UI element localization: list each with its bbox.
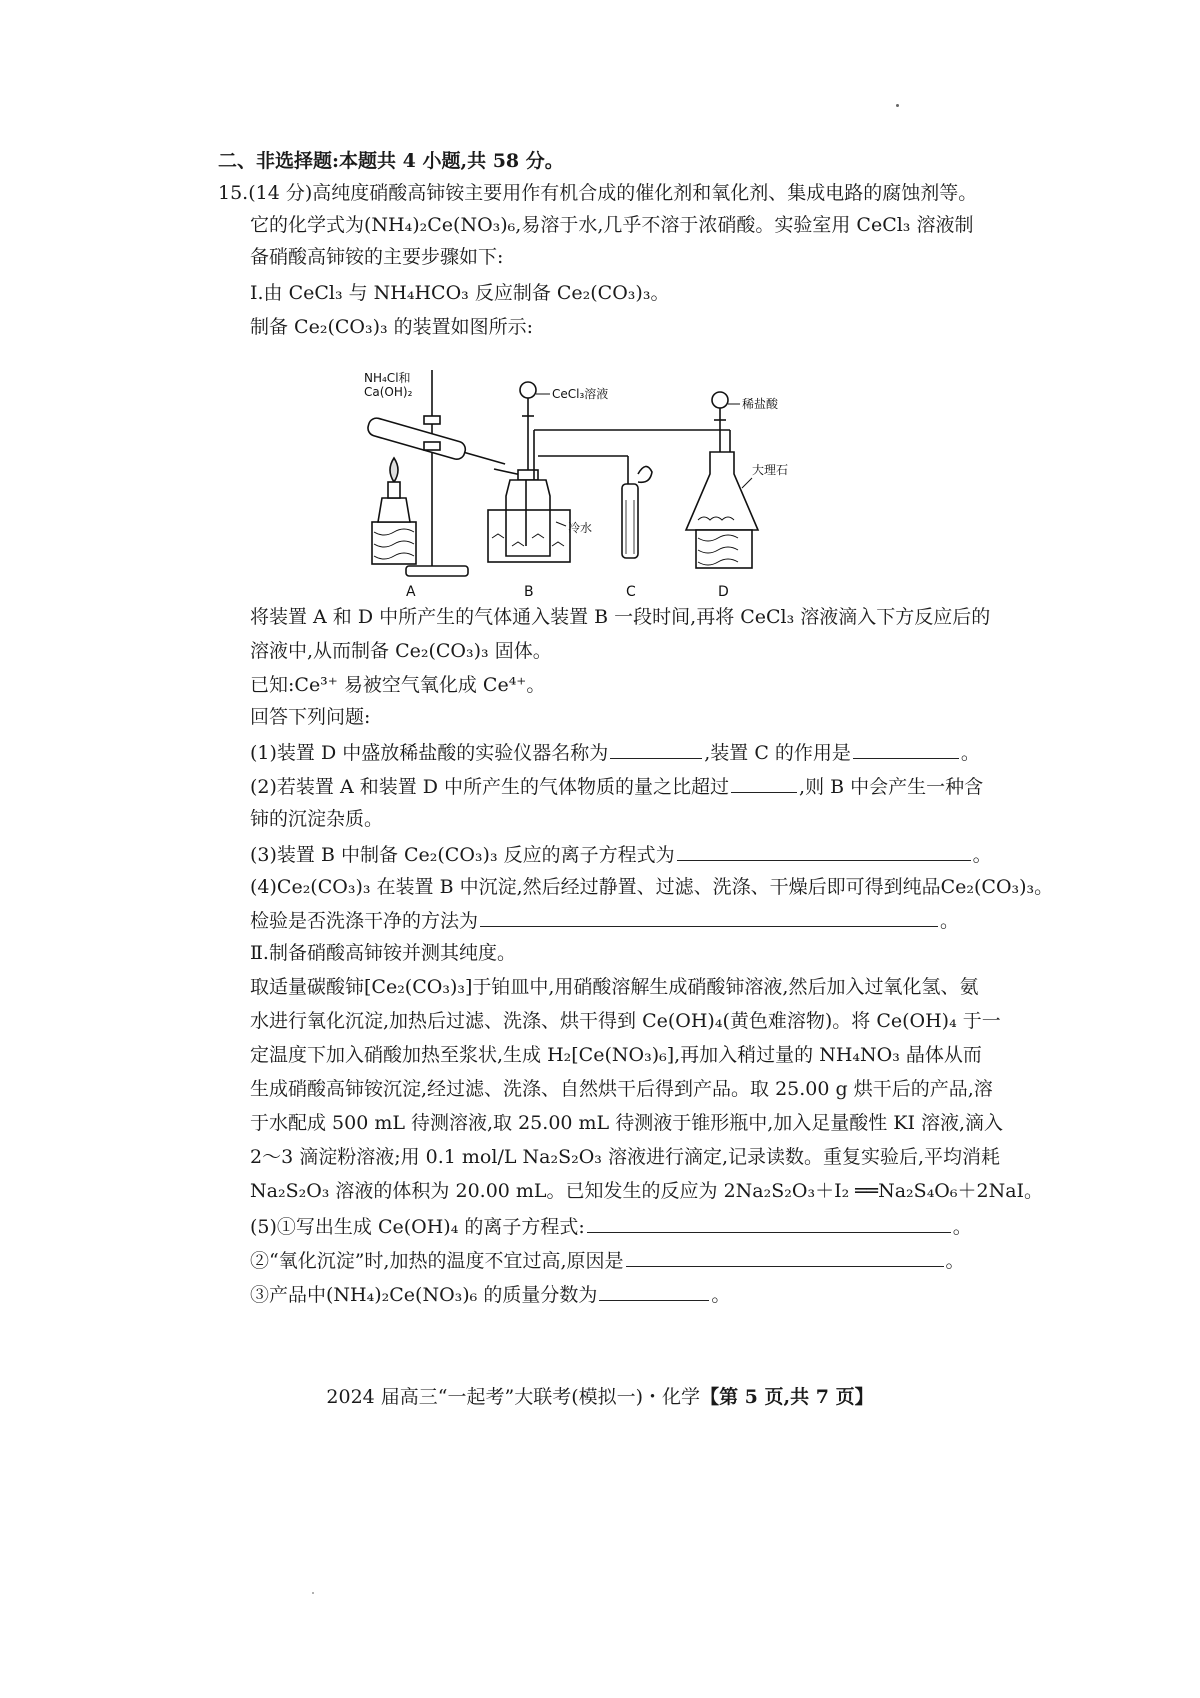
label-dilute-hcl: 稀盐酸 bbox=[742, 397, 779, 411]
sub4-end: 。 bbox=[940, 910, 960, 932]
answer-prompt: 回答下列问题: bbox=[250, 706, 371, 728]
label-b: B bbox=[524, 584, 534, 600]
sub5-3-text: ③产品中(NH₄)₂Ce(NO₃)₆ 的质量分数为 bbox=[250, 1284, 598, 1306]
footer-page-number: 【第 5 页,共 7 页】 bbox=[700, 1386, 874, 1408]
subquestion-5-1 bbox=[250, 1212, 972, 1240]
answer-blank-4[interactable] bbox=[480, 906, 938, 927]
apparatus-diagram bbox=[360, 370, 820, 605]
sub2-text-a: (2)若装置 A 和装置 D 中所产生的气体物质的量之比超过 bbox=[250, 776, 730, 798]
sub1-end: 。 bbox=[960, 742, 980, 764]
para2-line-5: 于水配成 500 mL 待测溶液,取 25.00 mL 待测液于锥形瓶中,加入足量酸性 KI 溶液,滴入 bbox=[250, 1112, 1004, 1134]
answer-blank-5-3[interactable] bbox=[599, 1280, 709, 1301]
label-a: A bbox=[406, 584, 416, 600]
sub2-text-b: ,则 B 中会产生一种含 bbox=[799, 776, 984, 798]
sub3-text: (3)装置 B 中制备 Ce₂(CO₃)₃ 反应的离子方程式为 bbox=[250, 844, 675, 866]
label-d: D bbox=[718, 584, 729, 600]
known-fact: 已知:Ce³⁺ 易被空气氧化成 Ce⁴⁺。 bbox=[250, 674, 546, 696]
para2-line-3: 定温度下加入硝酸加热至浆状,生成 H₂[Ce(NO₃)₆],再加入稍过量的 NH₄NO₃ 晶体从而 bbox=[250, 1044, 982, 1066]
para1-line-2: 溶液中,从而制备 Ce₂(CO₃)₃ 固体。 bbox=[250, 640, 552, 662]
subquestion-5-2 bbox=[250, 1246, 965, 1274]
footer-title: 2024 届高三“一起考”大联考(模拟一)・化学 bbox=[326, 1386, 701, 1408]
sub1-text-b: ,装置 C 的作用是 bbox=[704, 742, 851, 764]
subquestion-2-cont: 铈的沉淀杂质。 bbox=[250, 808, 384, 830]
sub5-1-text: (5)①写出生成 Ce(OH)₄ 的离子方程式: bbox=[250, 1216, 585, 1238]
label-cold-water: 冷水 bbox=[568, 521, 593, 535]
subquestion-2 bbox=[250, 772, 983, 800]
answer-blank-5-2[interactable] bbox=[626, 1246, 944, 1267]
page-footer bbox=[0, 1384, 1200, 1410]
answer-blank-5-1[interactable] bbox=[587, 1212, 951, 1233]
q15-line-1: 15.(14 分)高纯度硝酸高铈铵主要用作有机合成的催化剂和氧化剂、集成电路的腐蚀剂等。 bbox=[218, 182, 978, 204]
para2-line-1: 取适量碳酸铈[Ce₂(CO₃)₃]于铂皿中,用硝酸溶解生成硝酸铈溶液,然后加入过氧化氢、氨 bbox=[250, 976, 979, 998]
subquestion-3 bbox=[250, 840, 992, 868]
sub1-text-a: (1)装置 D 中盛放稀盐酸的实验仪器名称为 bbox=[250, 742, 609, 764]
label-nh4cl: NH₄Cl和 bbox=[364, 371, 411, 385]
subquestion-4-cont bbox=[250, 906, 959, 934]
label-c: C bbox=[626, 584, 636, 600]
sub5-3-end: 。 bbox=[711, 1284, 731, 1306]
sub4-text-b: 检验是否洗涤干净的方法为 bbox=[250, 910, 479, 932]
scan-speck bbox=[896, 104, 899, 107]
answer-blank-3[interactable] bbox=[677, 840, 971, 861]
subquestion-5-3 bbox=[250, 1280, 730, 1308]
q15-line-3: 备硝酸高铈铵的主要步骤如下: bbox=[250, 246, 504, 268]
figure-caption: 制备 Ce₂(CO₃)₃ 的装置如图所示: bbox=[250, 316, 534, 338]
subquestion-1 bbox=[250, 738, 980, 766]
label-marble: 大理石 bbox=[752, 463, 789, 477]
subquestion-4: (4)Ce₂(CO₃)₃ 在装置 B 中沉淀,然后经过静置、过滤、洗涤、干燥后即可得到纯品Ce₂(CO₃)₃。 bbox=[250, 876, 1054, 898]
part1-title: Ⅰ.由 CeCl₃ 与 NH₄HCO₃ 反应制备 Ce₂(CO₃)₃。 bbox=[250, 282, 670, 304]
q15-line-2: 它的化学式为(NH₄)₂Ce(NO₃)₆,易溶于水,几乎不溶于浓硝酸。实验室用 CeCl₃ 溶液制 bbox=[250, 214, 974, 236]
sub5-2-end: 。 bbox=[945, 1250, 965, 1272]
answer-blank-1b[interactable] bbox=[853, 738, 959, 759]
para2-line-2: 水进行氧化沉淀,加热后过滤、洗涤、烘干得到 Ce(OH)₄(黄色难溶物)。将 Ce(OH)₄ 于一 bbox=[250, 1010, 1001, 1032]
label-cecl3-solution: CeCl₃溶液 bbox=[552, 387, 609, 401]
section-heading: 二、非选择题:本题共 4 小题,共 58 分。 bbox=[218, 150, 564, 172]
sub5-2-text: ②“氧化沉淀”时,加热的温度不宜过高,原因是 bbox=[250, 1250, 624, 1272]
para2-line-4: 生成硝酸高铈铵沉淀,经过滤、洗涤、自然烘干后得到产品。取 25.00 g 烘干后的产品,溶 bbox=[250, 1078, 993, 1100]
para2-line-6: 2～3 滴淀粉溶液;用 0.1 mol/L Na₂S₂O₃ 溶液进行滴定,记录读数。重复实验后,平均消耗 bbox=[250, 1146, 1001, 1168]
part2-title: Ⅱ.制备硝酸高铈铵并测其纯度。 bbox=[250, 942, 516, 964]
para1-line-1: 将装置 A 和 D 中所产生的气体通入装置 B 一段时间,再将 CeCl₃ 溶液滴入下方反应后的 bbox=[250, 606, 991, 628]
label-caoh2: Ca(OH)₂ bbox=[364, 385, 413, 399]
answer-blank-1a[interactable] bbox=[610, 738, 702, 759]
answer-blank-2[interactable] bbox=[731, 772, 797, 793]
para2-line-7: Na₂S₂O₃ 溶液的体积为 20.00 mL。已知发生的反应为 2Na₂S₂O₃＋I₂ ══Na₂S₄O₆＋2NaI。 bbox=[250, 1180, 1044, 1202]
scan-speck-2 bbox=[312, 1592, 314, 1594]
sub3-end: 。 bbox=[972, 844, 992, 866]
sub5-1-end: 。 bbox=[952, 1216, 972, 1238]
